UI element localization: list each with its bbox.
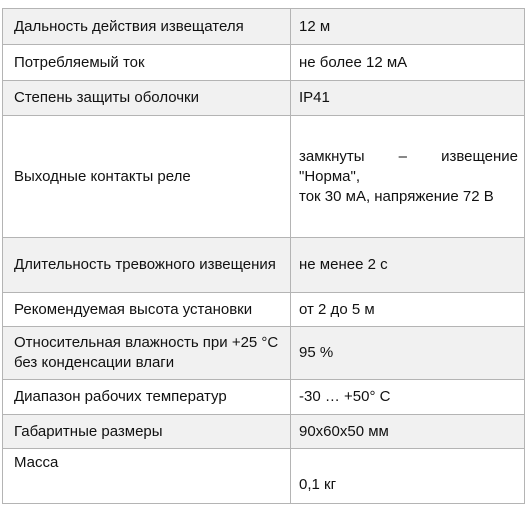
value-cell: IP41 (291, 81, 525, 116)
param-cell: Габаритные размеры (3, 415, 291, 449)
param-cell: Рекомендуемая высота установки (3, 293, 291, 327)
value-cell: не более 12 мА (291, 45, 525, 81)
table-row (3, 415, 525, 449)
param-cell: Относительная влажность при +25 °C без конденсации влаги (3, 327, 291, 380)
value-cell: от 2 до 5 м (291, 293, 525, 327)
param-cell: Потребляемый ток (3, 45, 291, 81)
value-line: замкнуты – извещение "Норма", (299, 147, 518, 185)
param-cell: Дальность действия извещателя (3, 9, 291, 45)
param-cell: Выходные контакты реле (3, 116, 291, 238)
table-row (3, 293, 525, 327)
value-cell: не менее 2 с (291, 238, 525, 293)
value-cell: 95 % (291, 327, 525, 380)
specifications-table (2, 8, 525, 504)
table-row (3, 116, 525, 238)
value-cell: 90х60х50 мм (291, 415, 525, 449)
param-cell: Диапазон рабочих температур (3, 380, 291, 415)
table-row (3, 238, 525, 293)
table-row (3, 9, 525, 45)
value-cell: 12 м (291, 9, 525, 45)
param-cell: Степень защиты оболочки (3, 81, 291, 116)
table-row (3, 45, 525, 81)
value-cell: -30 … +50° С (291, 380, 525, 415)
value-line: ток 30 мА, напряжение 72 В (299, 187, 494, 205)
value-cell (291, 116, 525, 238)
value-cell: 0,1 кг (291, 449, 525, 504)
table-row (3, 449, 525, 504)
table-row (3, 327, 525, 380)
param-cell: Масса (3, 449, 291, 504)
table-row (3, 380, 525, 415)
param-cell: Длительность тревожного извещения (3, 238, 291, 293)
table-row (3, 81, 525, 116)
